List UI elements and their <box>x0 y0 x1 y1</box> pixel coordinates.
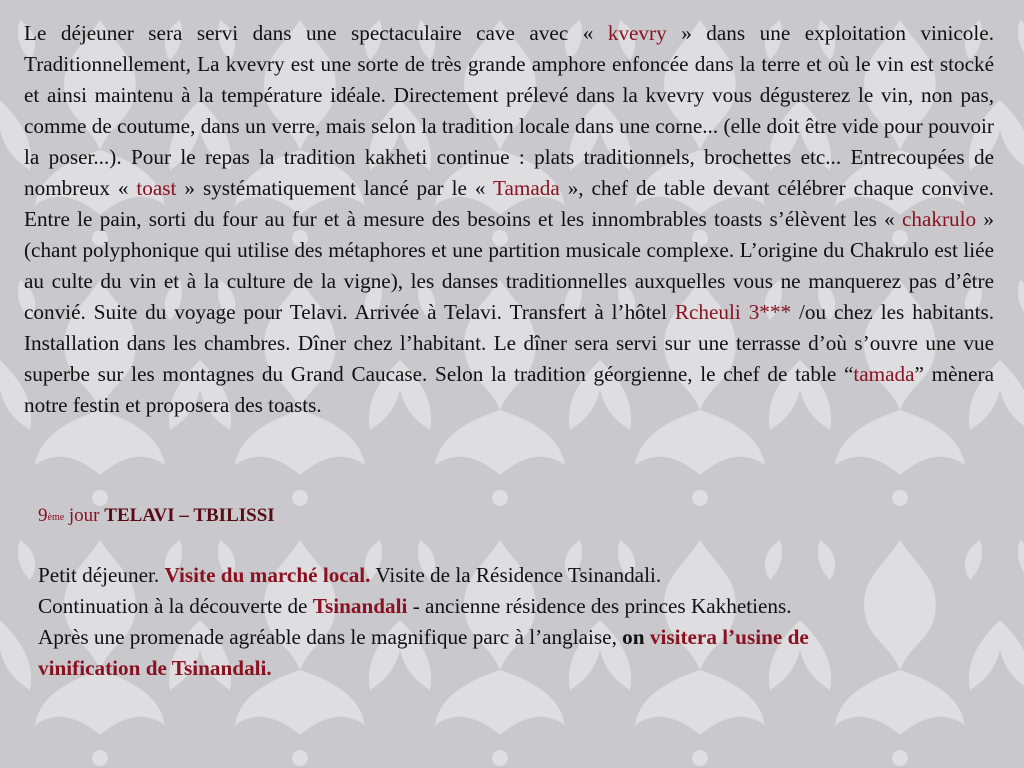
intro-text: Le déjeuner sera servi dans une spectaculaire cave avec « <box>24 21 608 45</box>
day-text: Petit déjeuner. <box>38 563 165 587</box>
day-text: Visite de la Résidence Tsinandali. <box>370 563 662 587</box>
intro-text: », chef de table devant célébrer chaque convive. Entre le pain, sorti du four au fur et à mesure des besoins et les innombrables toasts s’élèvent les « <box>24 176 994 231</box>
intro-text: /ou chez les habitants. Installation dans les chambres. Dîner chez l’habitant. Le dîner sera servi sur une terrasse d’où s’ouvre une vue superbe sur les montagnes du Grand Caucase. Selon la tradition géorgienne, le chef de table “ <box>24 300 994 386</box>
hotel-name: Rcheuli 3*** <box>674 300 792 324</box>
market-visit: Visite du marché local. <box>164 563 371 587</box>
day-number: 9 <box>38 505 48 526</box>
day-heading <box>38 504 275 531</box>
day-word: jour <box>64 505 105 526</box>
day-text: Continuation à la découverte de <box>38 594 313 618</box>
day-suffix: ème <box>47 512 65 523</box>
chakrulo-term: chakrulo <box>902 207 977 231</box>
intro-text: ” mènera notre festin et proposera des toasts. <box>24 362 994 417</box>
winery-visit: visitera l’usine de vinification de Tsinandali. <box>38 625 809 680</box>
kvevry-term: kvevry <box>607 21 667 45</box>
tsinandali-name: Tsinandali <box>312 594 408 618</box>
day-text: - ancienne résidence des princes Kakhetiens. Après une promenade agréable dans le magnifique parc à l’anglaise, <box>38 594 792 649</box>
intro-paragraph <box>24 18 994 421</box>
tamada-term: tamada <box>853 362 915 386</box>
on-word: on <box>622 625 645 649</box>
day-body-paragraph <box>38 560 838 684</box>
intro-text: » dans une exploitation vinicole. Traditionnellement, La kvevry est une sorte de très grande amphore enfoncée dans la terre et où le vin est stocké et ainsi maintenu à la température idéale. Directement prélevé dans la kvevry vous dégusterez le vin, non pas, comme de coutume, dans un verre, mais selon la tradition locale dans une corne... (elle doit être vide pour pouvoir la poser...). Pour le repas la tradition kakheti continue : plats traditionnels, brochettes etc... Entrecoupées de nombreux « <box>24 21 994 200</box>
day-route: TELAVI – TBILISSI <box>104 505 275 526</box>
intro-text: » systématiquement lancé par le « <box>176 176 493 200</box>
toast-term: toast <box>136 176 177 200</box>
tamada-term: Tamada <box>493 176 560 200</box>
intro-text: » (chant polyphonique qui utilise des métaphores et une partition musicale complexe. L’origine du Chakrulo est liée au culte du vin et à la culture de la vigne), les danses traditionnelles auxquelles vous ne manquerez pas d’être convié. Suite du voyage pour Telavi. Arrivée à Telavi. Transfert à l’hôtel <box>24 207 995 324</box>
